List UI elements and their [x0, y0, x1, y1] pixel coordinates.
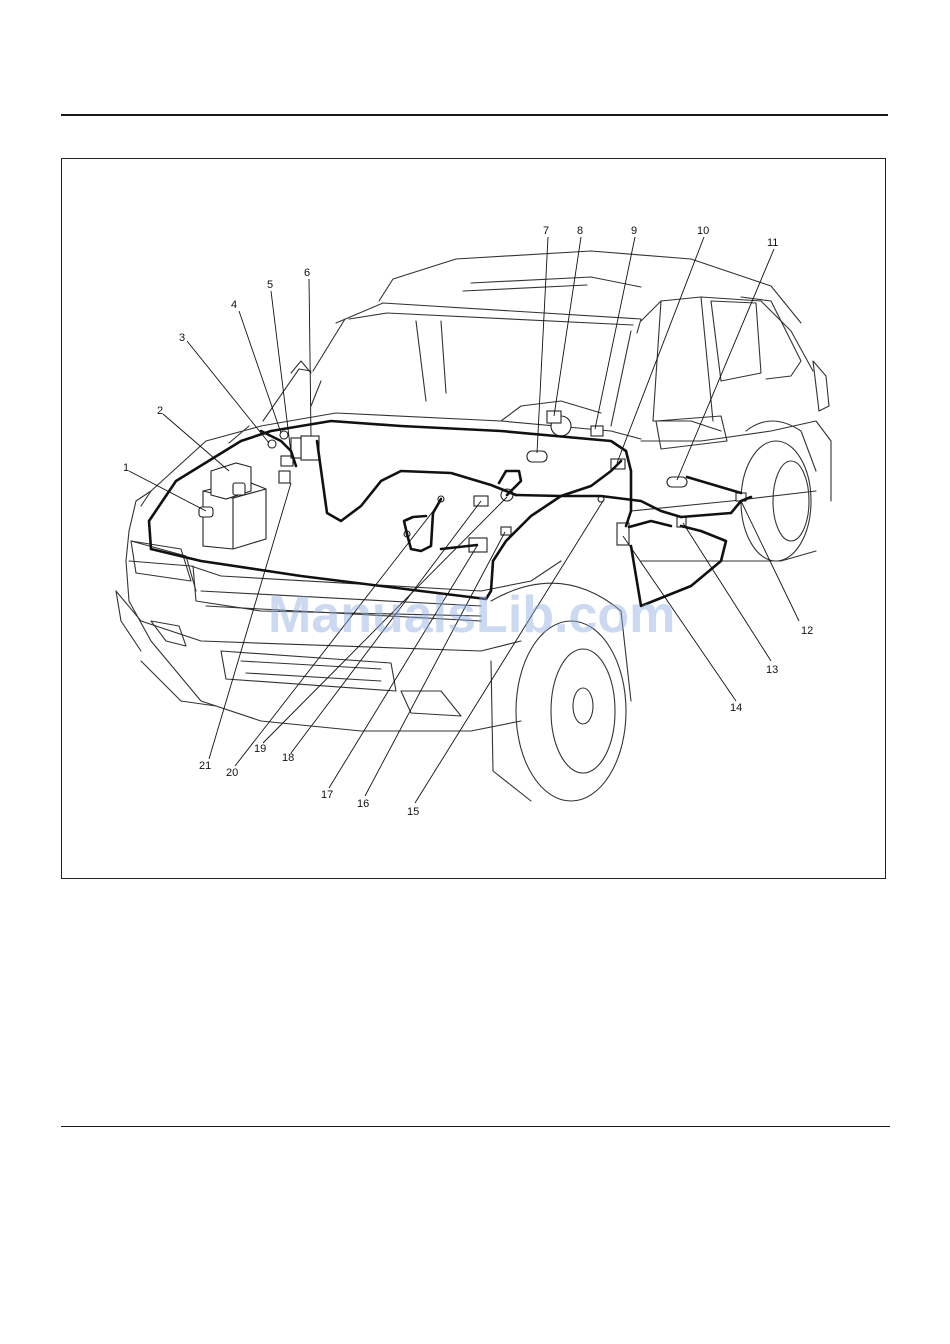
header-rule: [61, 114, 888, 116]
callout-15: 15: [407, 806, 420, 818]
callout-2: 2: [157, 405, 164, 417]
callout-3: 3: [179, 332, 186, 344]
callout-8: 8: [577, 225, 584, 237]
callout-19: 19: [254, 743, 267, 755]
callout-12: 12: [801, 625, 814, 637]
diagram-frame: [61, 158, 886, 879]
callout-16: 16: [357, 798, 370, 810]
callout-5: 5: [267, 279, 274, 291]
callout-1: 1: [123, 462, 130, 474]
callout-17: 17: [321, 789, 334, 801]
callout-13: 13: [766, 664, 779, 676]
callout-14: 14: [730, 702, 743, 714]
callout-21: 21: [199, 760, 212, 772]
callout-4: 4: [231, 299, 238, 311]
callout-6: 6: [304, 267, 311, 279]
callout-20: 20: [226, 767, 239, 779]
callout-11: 11: [767, 237, 779, 249]
watermark: ManualsLib.com: [268, 586, 676, 644]
callout-18: 18: [282, 752, 295, 764]
wiring-harness-diagram: [62, 159, 887, 880]
footer-rule: [61, 1126, 890, 1127]
callout-9: 9: [631, 225, 638, 237]
callout-7: 7: [543, 225, 550, 237]
callout-10: 10: [697, 225, 710, 237]
